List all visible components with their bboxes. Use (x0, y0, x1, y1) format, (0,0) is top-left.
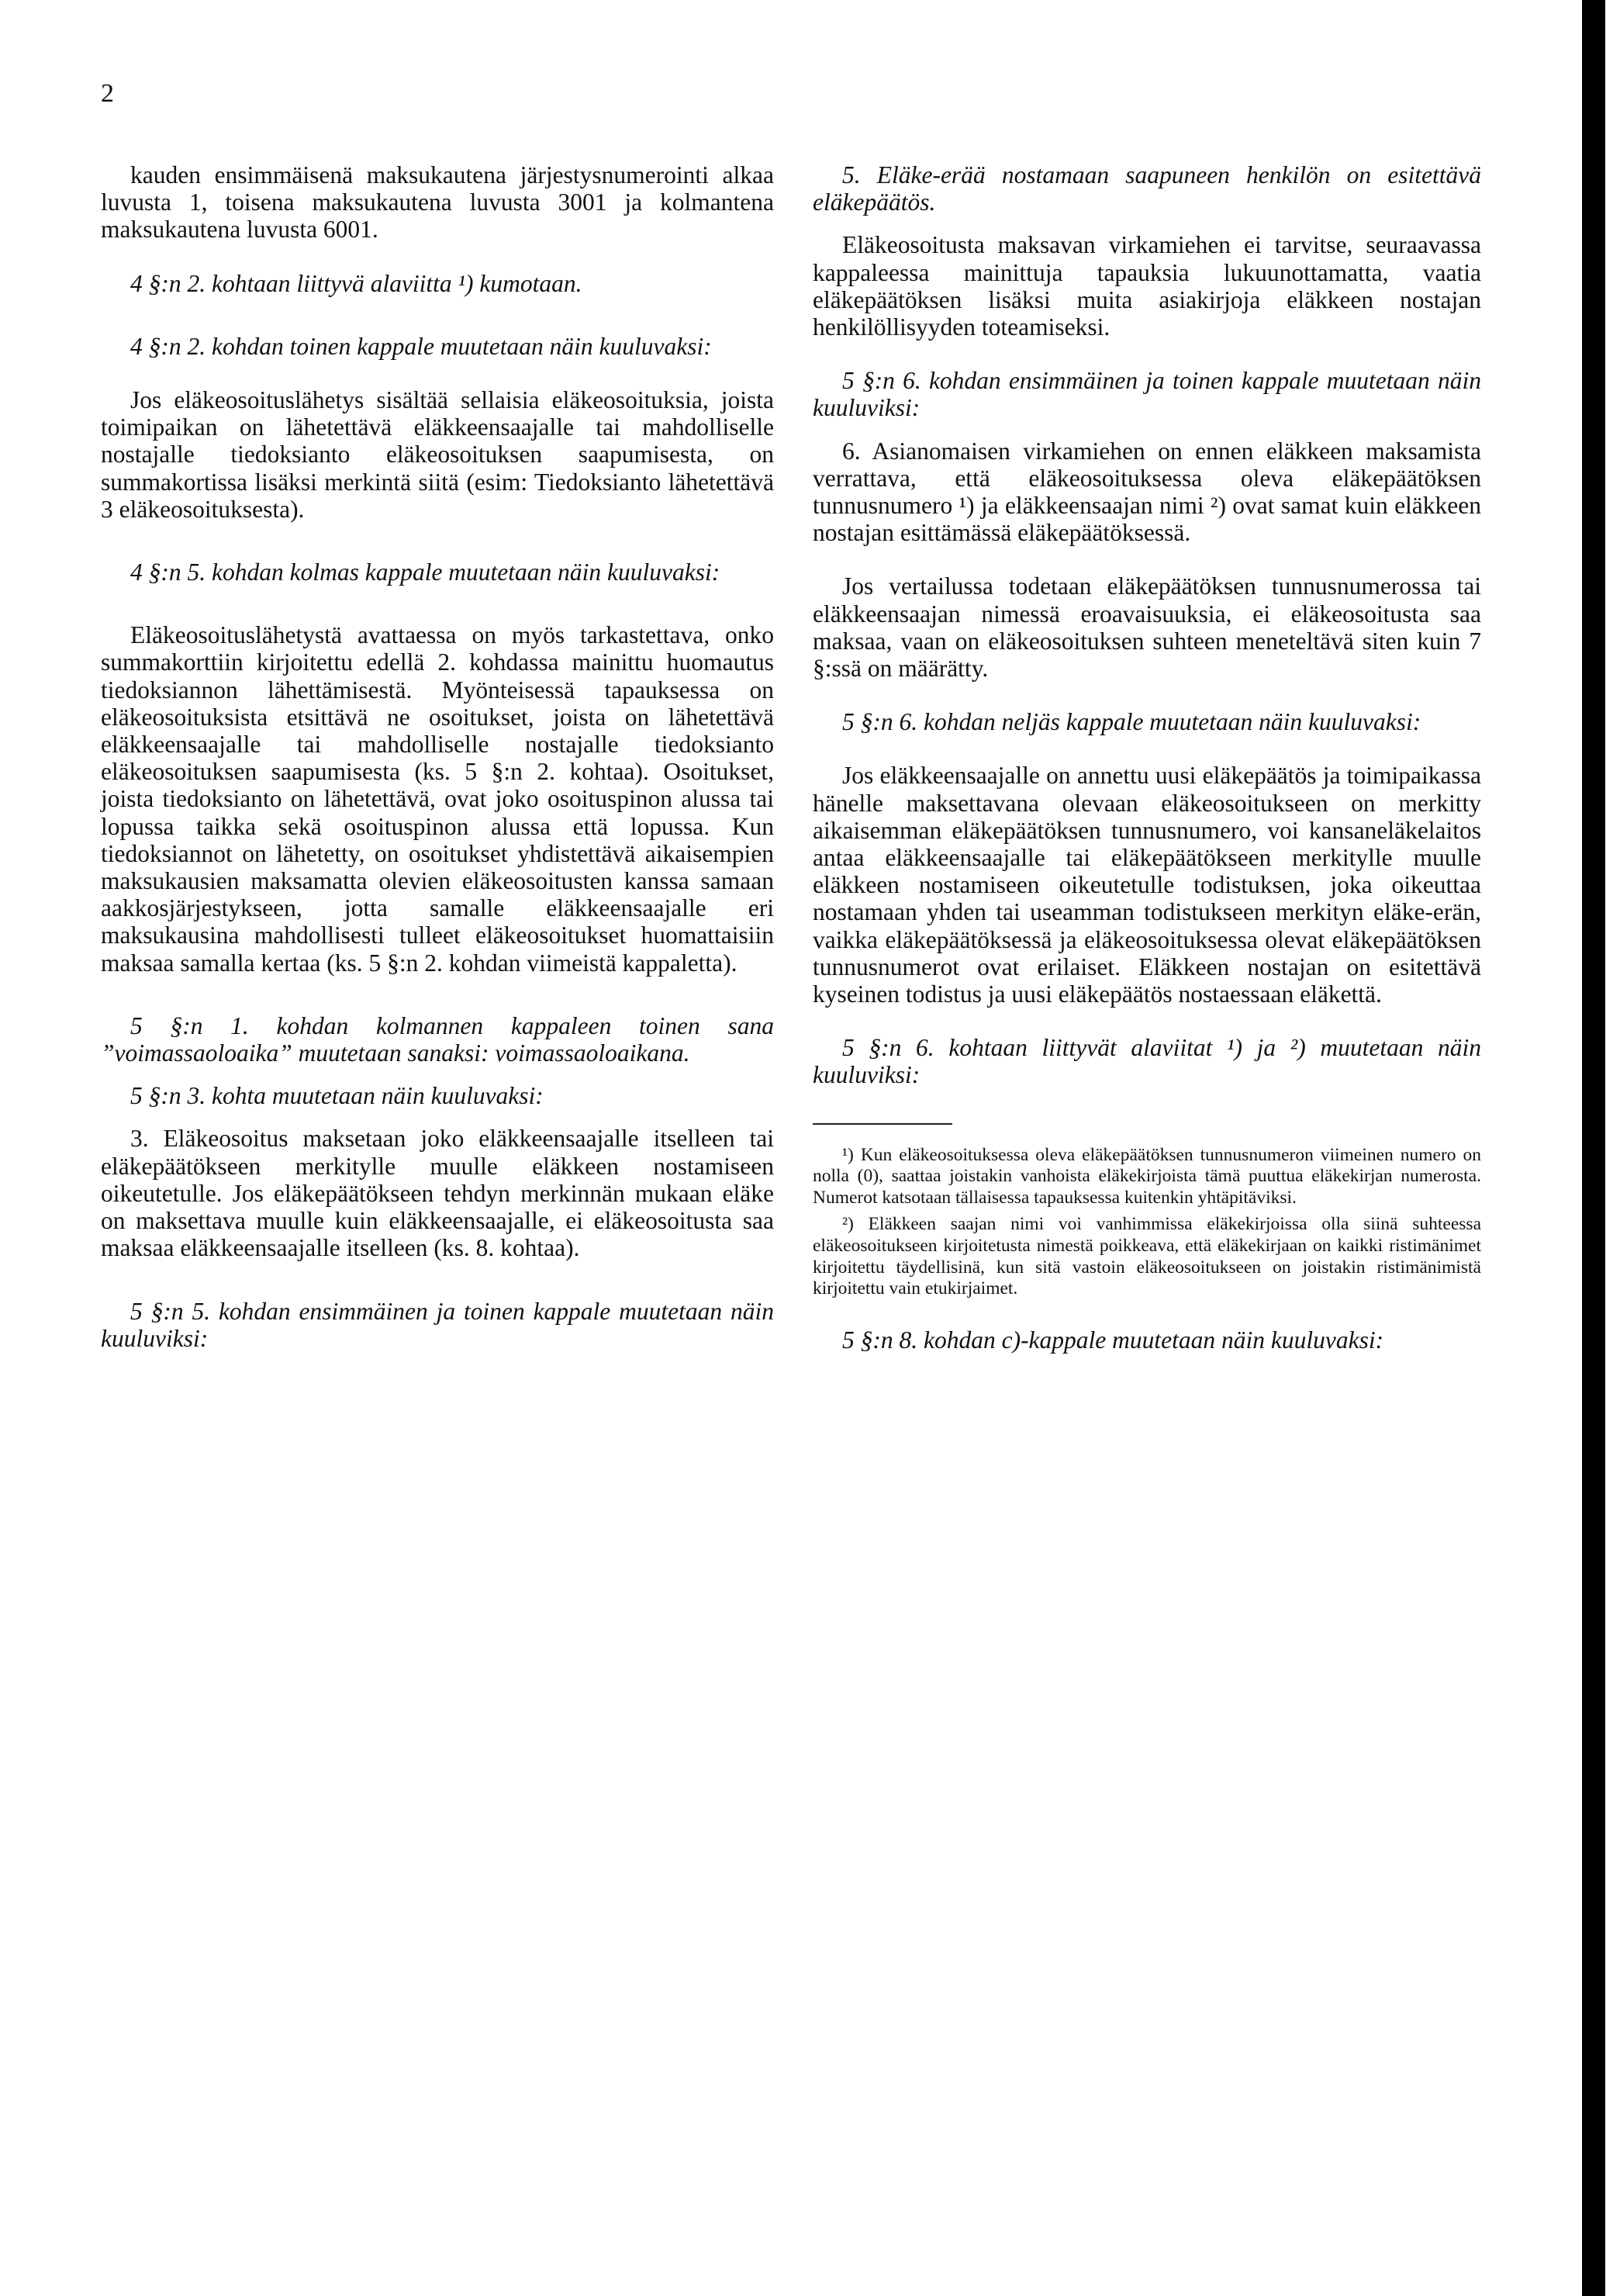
section-heading: 5 §:n 8. kohdan c)-kappale muutetaan näin kuuluvaksi: (842, 1326, 1384, 1354)
footnote: ²) Eläkkeen saajan nimi voi vanhimmissa eläkekirjoissa olla siinä suhteessa eläkeosoitukseen kirjoitetusta nimestä poikkeava, että eläkekirjaan on kaikki ristimänimet kirjoitettu täydellisinä, kun sitä vastoin eläkeosoitukseen on joistakin ristimänimistä kirjoitettu vain etukirjaimet. (813, 1214, 1481, 1299)
section-heading: 5 §:n 6. kohdan ensimmäinen ja toinen kappale muutetaan näin kuuluviksi: (813, 367, 1481, 422)
paragraph: Eläkeosoitusta maksavan virkamiehen ei tarvitse, seuraavassa kappaleessa mainittuja tapauksia lukuunottamatta, vaatia eläkepäätöksen lisäksi muita asiakirjoja eläkkeen nostajan henkilöllisyyden toteamiseksi. (813, 231, 1481, 341)
section-heading: 4 §:n 2. kohdan toinen kappale muutetaan näin kuuluvaksi: (130, 332, 712, 360)
section-heading: 4 §:n 5. kohdan kolmas kappale muutetaan näin kuuluvaksi: (130, 558, 720, 586)
right-column (813, 161, 1481, 1354)
section-heading: 4 §:n 2. kohtaan liittyvä alaviitta ¹) kumotaan. (130, 269, 582, 297)
left-column (101, 161, 774, 1352)
paragraph: Eläkeosoituslähetystä avattaessa on myös tarkastettava, onko summakorttiin kirjoitettu edellä 2. kohdassa mainittu huomautus tiedoksiannon lähettämisestä. Myönteisessä tapauksessa on eläkeosoituksista etsittävä ne osoitukset, joista on lähetettävä eläkkeensaajalle tai mahdolliselle nostajalle tiedoksianto eläkeosoituksen saapumisesta (ks. 5 §:n 2. kohtaa). Osoitukset, joista tiedoksianto on lähetettävä, ovat joko osoituspinon alussa tai lopussa taikka sekä osoituspinon alussa että lopussa. Kun tiedoksiannot on lähetetty, on osoitukset yhdistettävä aikaisempien maksukausien maksamatta olevien eläkeosoitusten kanssa samaan aakkosjärjestykseen, jotta samalle eläkkeensaajalle eri maksukausina mahdollisesti tulleet eläkeosoitukset huomattaisiin maksaa samalla kertaa (ks. 5 §:n 2. kohdan viimeistä kappaletta). (101, 621, 774, 977)
section-heading: 5 §:n 3. kohta muutetaan näin kuuluvaksi: (130, 1082, 544, 1110)
section-heading: 5 §:n 1. kohdan kolmannen kappaleen toinen sana ”voimassaoloaika” muutetaan sanaksi: voimassaoloaikana. (101, 1011, 774, 1067)
scan-edge-bar (1582, 0, 1605, 2296)
paragraph: Jos eläkkeensaajalle on annettu uusi eläkepäätös ja toimipaikassa hänelle maksettavana olevaan eläkeosoitukseen on merkitty aikaisemman eläkepäätöksen tunnusnumero, voi kansaneläkelaitos antaa eläkkeensaajalle tai eläkepäätökseen merkitylle muulle eläkkeen nostamiseen oikeutetulle todistuksen, joka oikeuttaa nostamaan yhden tai useamman todistukseen merkityn eläke-erän, vaikka eläkepäätöksessä ja eläkeosoituksessa olevat eläkepäätöksen tunnusnumerot ovat erilaiset. Eläkkeen nostajan on esitettävä kyseinen todistus ja uusi eläkepäätös nostaessaan eläkettä. (813, 762, 1481, 1008)
section-heading: 5. Eläke-erää nostamaan saapuneen henkilön on esitettävä eläkepäätös. (813, 161, 1481, 216)
footnotes (813, 1145, 1481, 1301)
footnote-divider (813, 1123, 952, 1125)
page-number: 2 (101, 79, 114, 108)
paragraph: kauden ensimmäisenä maksukautena järjestysnumerointi alkaa luvusta 1, toisena maksukautena luvusta 3001 ja kolmantena maksukautena luvusta 6001. (101, 161, 774, 244)
paragraph: Jos vertailussa todetaan eläkepäätöksen tunnusnumerossa tai eläkkeensaajan nimessä eroavaisuuksia, ei eläkeosoitusta saa maksaa, vaan on eläkeosoituksen suhteen meneteltävä siten kuin 7 §:ssä on määrätty. (813, 572, 1481, 683)
section-heading: 5 §:n 6. kohtaan liittyvät alaviitat ¹) ja ²) muutetaan näin kuuluviksi: (813, 1034, 1481, 1089)
paragraph: 3. Eläkeosoitus maksetaan joko eläkkeensaajalle itselleen tai eläkepäätökseen merkitylle muulle eläkkeen nostamiseen oikeutetulle. Jos eläkepäätökseen tehdyn merkinnän mukaan eläke on maksettava muulle kuin eläkkeensaajalle, ei eläkeosoitusta saa maksaa eläkkeensaajalle itselleen (ks. 8. kohtaa). (101, 1125, 774, 1262)
paragraph: 6. Asianomaisen virkamiehen on ennen eläkkeen maksamista verrattava, että eläkeosoituksessa oleva eläkepäätöksen tunnusnumero ¹) ja eläkkeensaajan nimi ²) ovat samat kuin eläkkeen nostajan esittämässä eläkepäätöksessä. (813, 437, 1481, 547)
paragraph: Jos eläkeosoituslähetys sisältää sellaisia eläkeosoituksia, joista toimipaikan on lähetettävä eläkkeensaajalle tai mahdolliselle nostajalle tiedoksianto eläkeosoituksen saapumisesta, on summakortissa lisäksi merkintä siitä (esim: Tiedoksianto lähetettävä 3 eläkeosoituksesta). (101, 386, 774, 523)
section-heading: 5 §:n 6. kohdan neljäs kappale muutetaan näin kuuluvaksi: (842, 708, 1421, 736)
footnote: ¹) Kun eläkeosoituksessa oleva eläkepäätöksen tunnusnumeron viimeinen numero on nolla (0), saattaa joistakin vanhoista eläkekirjoista tämä puuttua eläkekirjan numerosta. Numerot katsotaan tällaisessa tapauksessa kuitenkin yhtäpitäviksi. (813, 1144, 1481, 1209)
section-heading: 5 §:n 5. kohdan ensimmäinen ja toinen kappale muutetaan näin kuuluviksi: (101, 1297, 774, 1352)
